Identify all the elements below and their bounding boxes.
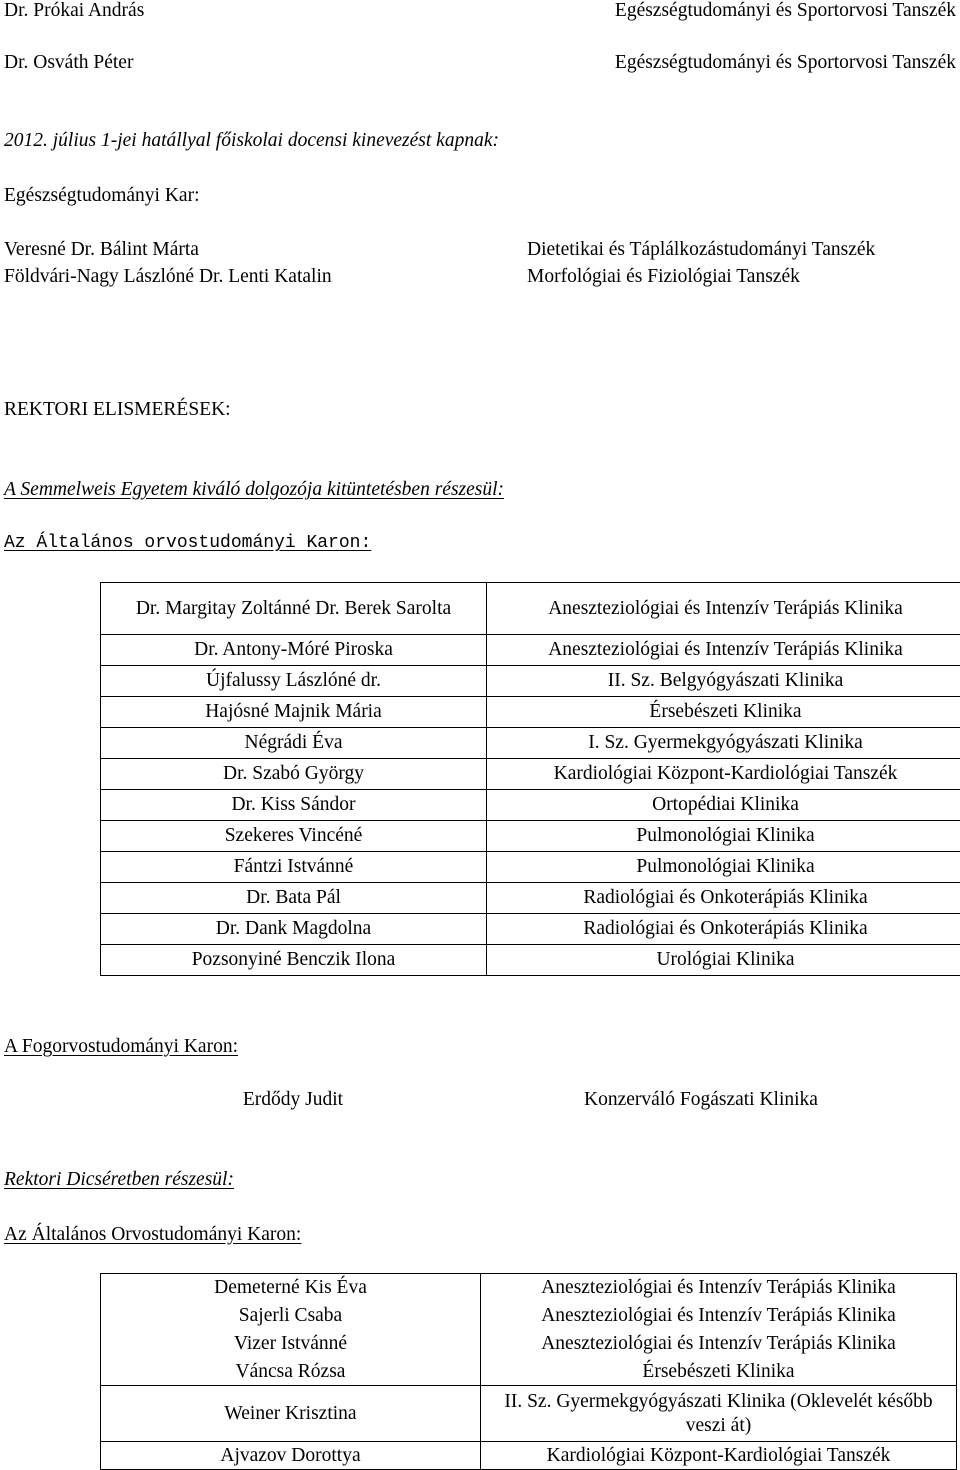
table-cell-dept: Aneszteziológiai és Intenzív Terápiás Klinika — [481, 1302, 957, 1330]
table-row — [101, 759, 960, 790]
docent-dept-2: Morfológiai és Fiziológiai Tanszék — [527, 266, 800, 287]
table-cell-dept: Urológiai Klinika — [487, 945, 960, 976]
header-dept-2: Egészségtudományi és Sportorvosi Tanszék — [614, 52, 956, 73]
table-cell-name: Pozsonyiné Benczik Ilona — [101, 945, 487, 976]
table-row — [101, 914, 960, 945]
table-row — [101, 635, 960, 666]
table-row — [101, 583, 960, 635]
table-cell-dept: Érsebészeti Klinika — [481, 1358, 957, 1386]
table-row — [101, 697, 960, 728]
table-cell-dept: Aneszteziológiai és Intenzív Terápiás Klinika — [487, 635, 960, 666]
excellent-heading: A Semmelweis Egyetem kiváló dolgozója kitüntetésben részesül: — [4, 479, 505, 500]
table-cell-dept: Pulmonológiai Klinika — [487, 852, 960, 883]
general-faculty-heading-1: Az Általános orvostudományi Karon: — [4, 533, 372, 553]
table-row — [101, 821, 960, 852]
table-cell-name: Váncsa Rózsa — [101, 1358, 481, 1386]
header-dept-1: Egészségtudományi és Sportorvosi Tanszék — [614, 0, 956, 21]
table-cell-dept: Aneszteziológiai és Intenzív Terápiás Klinika — [481, 1274, 957, 1302]
table-cell-dept: Aneszteziológiai és Intenzív Terápiás Klinika — [487, 583, 960, 635]
table-cell-dept: I. Sz. Gyermekgyógyászati Klinika — [487, 728, 960, 759]
table-row — [101, 883, 960, 914]
table-cell-name: Dr. Antony-Móré Piroska — [101, 635, 487, 666]
table-cell-dept: II. Sz. Belgyógyászati Klinika — [487, 666, 960, 697]
table-cell-name: Dr. Bata Pál — [101, 883, 487, 914]
table-row — [101, 728, 960, 759]
table-row — [101, 852, 960, 883]
table-row — [101, 1386, 957, 1442]
docent-name-1: Veresné Dr. Bálint Márta — [4, 239, 199, 260]
docent-name-2: Földvári-Nagy Lászlóné Dr. Lenti Katalin — [4, 266, 332, 287]
rector-heading: REKTORI ELISMERÉSEK: — [4, 399, 231, 420]
table-row — [101, 790, 960, 821]
table-cell-name: Újfalussy Lászlóné dr. — [101, 666, 487, 697]
table-cell-dept: Radiológiai és Onkoterápiás Klinika — [487, 914, 960, 945]
table-cell-dept: Radiológiai és Onkoterápiás Klinika — [487, 883, 960, 914]
praise-heading: Rektori Dicséretben részesül: — [4, 1169, 234, 1190]
dental-dept: Konzerváló Fogászati Klinika — [584, 1089, 818, 1110]
table-row — [101, 1358, 957, 1386]
general-faculty-heading-2: Az Általános Orvostudományi Karon: — [4, 1224, 302, 1245]
table-row — [101, 945, 960, 976]
table-cell-name: Szekeres Vincéné — [101, 821, 487, 852]
table-cell-dept: Ortopédiai Klinika — [487, 790, 960, 821]
praise-table — [100, 1273, 957, 1470]
dental-faculty-heading: A Fogorvostudományi Karon: — [4, 1036, 238, 1057]
health-faculty-heading: Egészségtudományi Kar: — [4, 185, 200, 206]
table-cell-dept: Pulmonológiai Klinika — [487, 821, 960, 852]
table-cell-name: Ajvazov Dorottya — [101, 1442, 481, 1470]
table-cell-name: Dr. Szabó György — [101, 759, 487, 790]
table-cell-dept: Aneszteziológiai és Intenzív Terápiás Klinika — [481, 1330, 957, 1358]
table-cell-name: Hajósné Majnik Mária — [101, 697, 487, 728]
table-cell-name: Dr. Margitay Zoltánné Dr. Berek Sarolta — [101, 583, 487, 635]
table-cell-name: Dr. Kiss Sándor — [101, 790, 487, 821]
table-cell-name: Sajerli Csaba — [101, 1302, 481, 1330]
header-name-2: Dr. Osváth Péter — [4, 52, 134, 73]
docent-heading: 2012. július 1-jei hatállyal főiskolai docensi kinevezést kapnak: — [4, 130, 499, 151]
table-row — [101, 1330, 957, 1358]
table-cell-dept: Érsebészeti Klinika — [487, 697, 960, 728]
table-cell-name: Négrádi Éva — [101, 728, 487, 759]
dental-name: Erdődy Judit — [242, 1089, 344, 1110]
table-cell-dept: Kardiológiai Központ-Kardiológiai Tanszék — [481, 1442, 957, 1470]
table-cell-name: Vizer Istvánné — [101, 1330, 481, 1358]
awardees-table — [100, 582, 960, 976]
table-row — [101, 1274, 957, 1302]
table-cell-name: Weiner Krisztina — [101, 1386, 481, 1442]
docent-dept-1: Dietetikai és Táplálkozástudományi Tanszék — [527, 239, 876, 260]
table-cell-name: Fántzi Istvánné — [101, 852, 487, 883]
table-cell-dept: II. Sz. Gyermekgyógyászati Klinika (Oklevelét később veszi át) — [481, 1386, 957, 1442]
table-row — [101, 666, 960, 697]
table-cell-dept: Kardiológiai Központ-Kardiológiai Tanszék — [487, 759, 960, 790]
table-cell-name: Demeterné Kis Éva — [101, 1274, 481, 1302]
table-row — [101, 1302, 957, 1330]
table-row — [101, 1442, 957, 1470]
table-cell-name: Dr. Dank Magdolna — [101, 914, 487, 945]
header-name-1: Dr. Prókai András — [4, 0, 145, 21]
